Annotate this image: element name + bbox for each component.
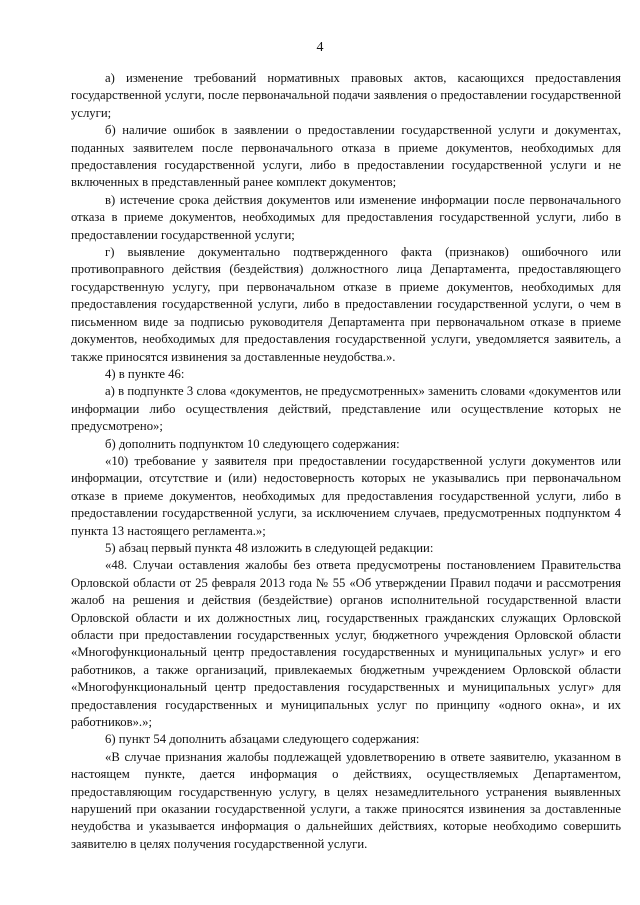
paragraph: а) изменение требований нормативных правовых актов, касающихся предоставления государственной услуги, после первоначальной подачи заявления о предоставлении государственной услуги; [71, 71, 621, 120]
document-body [71, 70, 621, 853]
paragraph: «48. Случаи оставления жалобы без ответа предусмотрены постановлением Правительства Орловской области от 25 февраля 2013 года № 55 «Об утверждении Правил подачи и рассмотрения жалоб на решения и действия (бездействие) органов исполнительной государственной власти Орловской области и их должностных лиц, государственных гражданских служащих Орловской области при предоставлении государственных услуг, бюджетного учреждения Орловской области «Многофункциональный центр предоставления государственных и муниципальных услуг» и его работников, а также организаций, привлекаемых бюджетным учреждением Орловской области «Многофункциональный центр предоставления государственных и муниципальных услуг» для предоставления государственных и муниципальных услуг по принципу «одного окна», и их работников».»; [71, 558, 621, 730]
paragraph: «10) требование у заявителя при предоставлении государственной услуги документов или информации, отсутствие и (или) недостоверность которых не указывались при первоначальном отказе в приеме документов, необходимых для предоставления государственной услуги, либо в предоставлении государственной услуги, за исключением случаев, предусмотренных подпунктом 4 пункта 13 настоящего регламента.»; [71, 453, 621, 538]
paragraph: «В случае признания жалобы подлежащей удовлетворению в ответе заявителю, указанном в настоящем пункте, дается информация о действиях, осуществляемых Департаментом, предоставляющим государственную услугу, в целях незамедлительного устранения выявленных нарушений при оказании государственной услуги, а также приносятся извинения за доставленные неудобства и указывается информация о дальнейших действиях, которые необходимо совершить заявителю в целях получения государственной услуги. [71, 749, 621, 851]
paragraph: г) выявление документально подтвержденного факта (признаков) ошибочного или противоправного действия (бездействия) должностного лица Департамента, предоставляющего государственную услугу, при первоначальном отказе в приеме документов, необходимых для предоставления государственной услуги, либо в предоставлении государственной услуги, о чем в письменном виде за подписью руководителя Департамента при первоначальном отказе в приеме документов, необходимых для предоставления государственной услуги, уведомляется заявитель, а также приносятся извинения за доставленные неудобства.». [71, 245, 621, 364]
paragraph: в) истечение срока действия документов или изменение информации после первоначального отказа в приеме документов, необходимых для предоставления государственной услуги, либо в предоставлении государственной услуги; [71, 192, 621, 242]
page-number: 4 [316, 40, 324, 55]
paragraph: а) в подпункте 3 слова «документов, не предусмотренных» заменить словами «документов или информации либо осуществления действий, представление или осуществление которых не предусмотрено»; [71, 384, 621, 434]
paragraph: 5) абзац первый пункта 48 изложить в следующей редакции: [105, 540, 434, 555]
paragraph: 4) в пункте 46: [105, 366, 185, 381]
paragraph: б) наличие ошибок в заявлении о предоставлении государственной услуги и документах, поданных заявителем после первоначального отказа в приеме документов, необходимых для предоставления государственной услуги, либо в предоставлении государственной услуги и не включенных в представленный ранее комплект документов; [71, 123, 621, 190]
paragraph: 6) пункт 54 дополнить абзацами следующего содержания: [105, 732, 420, 747]
paragraph: б) дополнить подпунктом 10 следующего содержания: [105, 436, 400, 451]
